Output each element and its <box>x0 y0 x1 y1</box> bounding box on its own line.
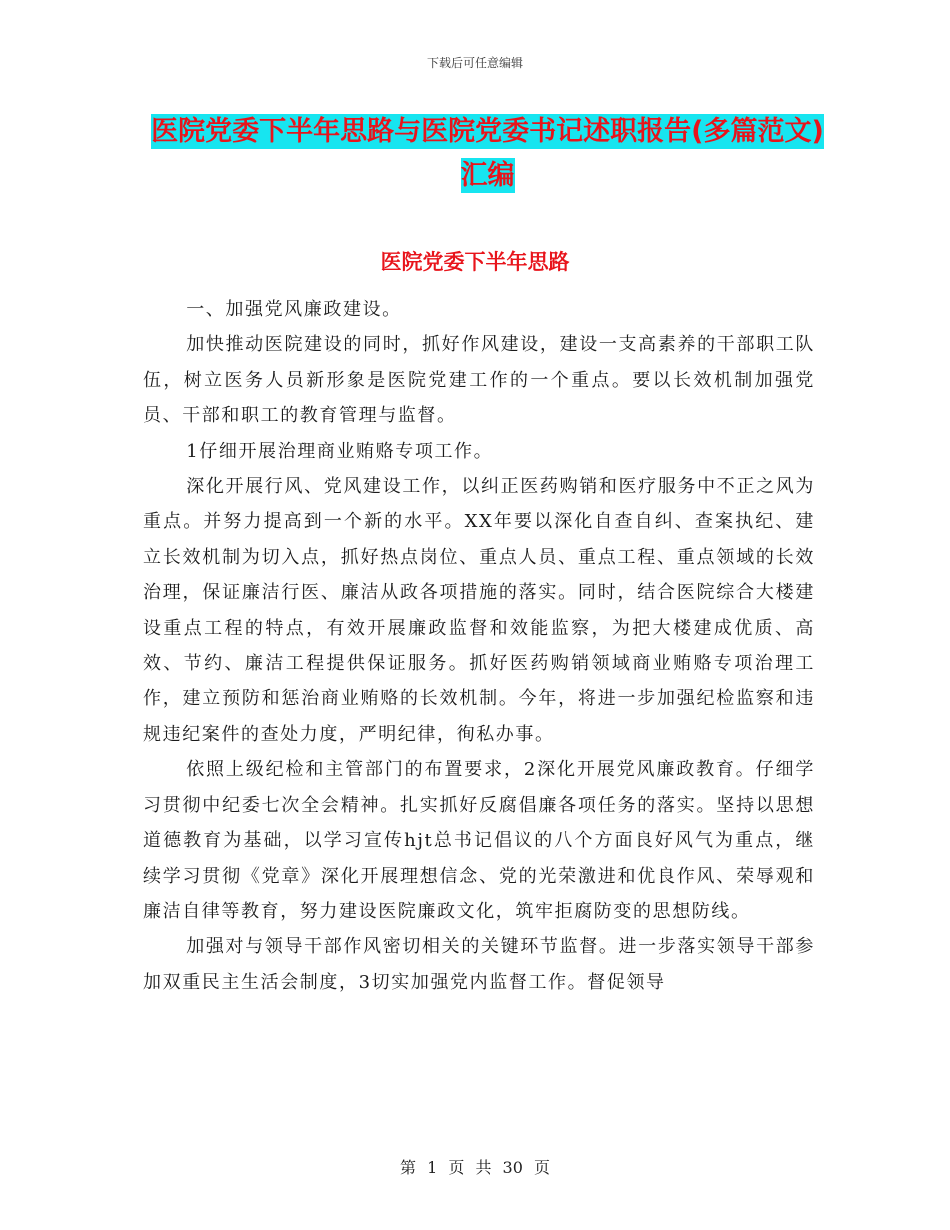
paragraph: 加快推动医院建设的同时，抓好作风建设，建设一支高素养的干部职工队伍，树立医务人员新形象是医院党建工作的一个重点。要以长效机制加强党员、干部和职工的教育管理与监督。 <box>143 334 815 427</box>
paragraph: 依照上级纪检和主管部门的布置要求，2深化开展党风廉政教育。仔细学习贯彻中纪委七次全会精神。扎实抓好反腐倡廉各项任务的落实。坚持以思想道德教育为基础，以学习宣传hjt总书记倡议的八个方面良好风气为重点，继续学习贯彻《党章》深化开展理想信念、党的光荣激进和优良作风、荣辱观和廉洁自律等教育，努力建设医院廉政文化，筑牢拒腐防变的思想防线。 <box>143 759 815 922</box>
document-body <box>143 292 815 1000</box>
title-highlight: 医院党委下半年思路与医院党委书记述职报告(多篇范文)汇编 <box>151 116 824 191</box>
page-number-footer: 第 1 页 共 30 页 <box>400 1158 550 1177</box>
paragraph: 深化开展行风、党风建设工作，以纠正医药购销和医疗服务中不正之风为重点。并努力提高到一个新的水平。XX年要以深化自查自纠、查案执纪、建立长效机制为切入点，抓好热点岗位、重点人员、重点工程、重点领域的长效治理，保证廉洁行医、廉洁从政各项措施的落实。同时，结合医院综合大楼建设重点工程的特点，有效开展廉政监督和效能监察，为把大楼建成优质、高效、节约、廉洁工程提供保证服务。抓好医药购销领域商业贿赂专项治理工作，建立预防和惩治商业贿赂的长效机制。今年，将进一步加强纪检监察和违规违纪案件的查处力度，严明纪律，徇私办事。 <box>143 476 815 745</box>
document-title <box>150 110 825 198</box>
paragraph: 加强对与领导干部作风密切相关的关键环节监督。进一步落实领导干部参加双重民主生活会制度，3切实加强党内监督工作。督促领导 <box>143 936 815 993</box>
paragraph: 一、加强党风廉政建设。 <box>186 299 402 320</box>
section-title: 医院党委下半年思路 <box>380 250 570 274</box>
paragraph: 1仔细开展治理商业贿赂专项工作。 <box>186 440 494 462</box>
header-note: 下载后可任意编辑 <box>426 56 523 70</box>
